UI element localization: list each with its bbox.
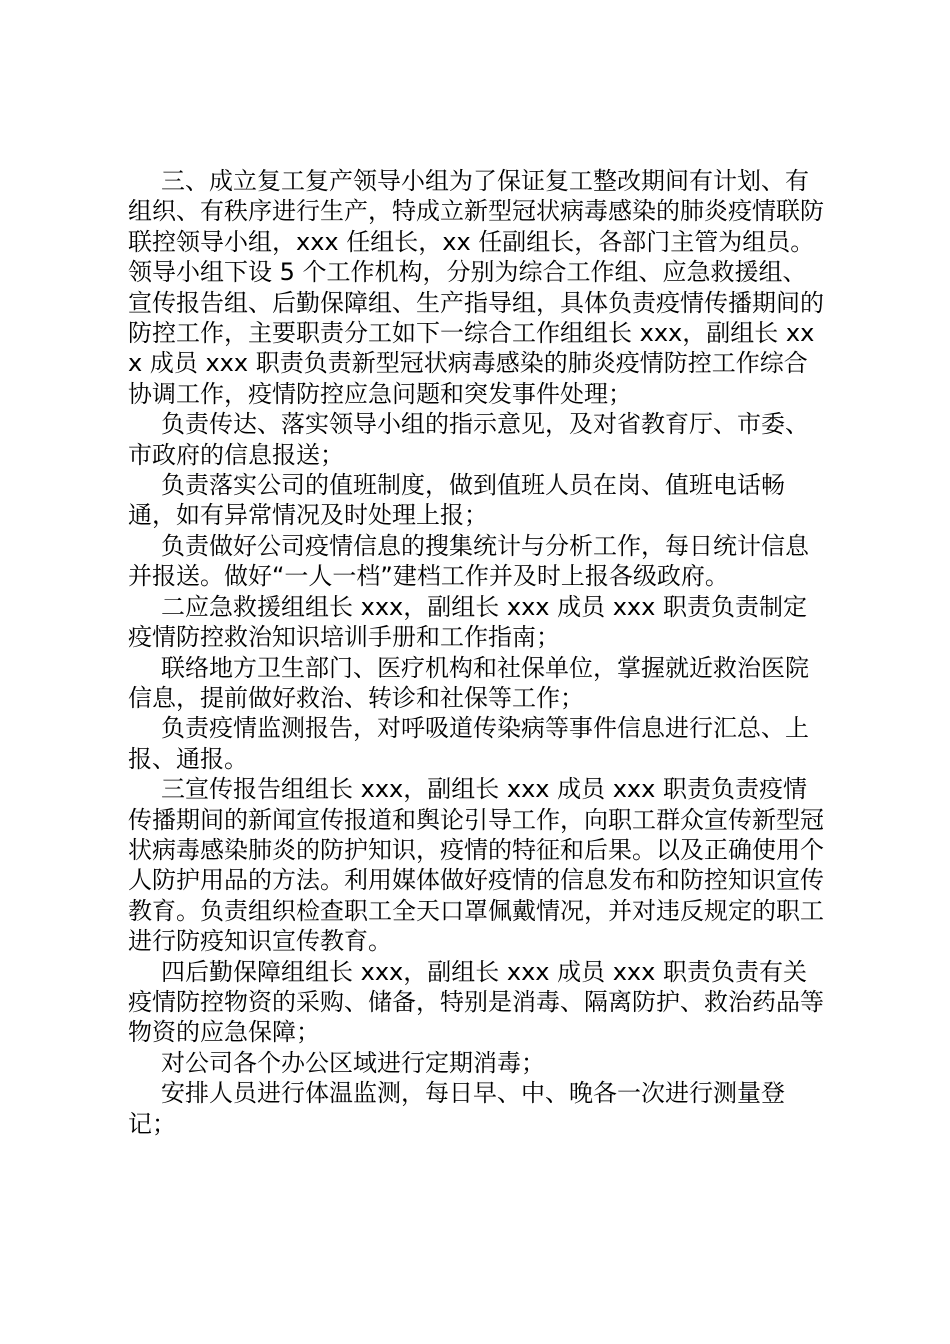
paragraph-temperature-monitoring: 安排人员进行体温监测，每日早、中、晚各一次进行测量登记；	[128, 1079, 785, 1138]
paragraph-info-statistics: 负责做好公司疫情信息的搜集统计与分析工作，每日统计信息并报送。做好“一人一档”建档工作并及时上报各级政府。	[128, 531, 809, 591]
paragraph-health-liaison: 联络地方卫生部门、医疗机构和社保单位，掌握就近救治医院信息，提前做好救治、转诊和社保等工作；	[128, 653, 809, 712]
paragraph-report-instructions: 负责传达、落实领导小组的指示意见，及对省教育厅、市委、市政府的信息报送；	[128, 410, 809, 469]
paragraph-monitoring-report: 负责疫情监测报告，对呼吸道传染病等事件信息进行汇总、上报、通报。	[128, 714, 809, 773]
paragraph-disinfection: 对公司各个办公区域进行定期消毒；	[161, 1048, 545, 1077]
paragraph-leadership-group: 三、成立复工复产领导小组为了保证复工整改期间有计划、有组织、有秩序进行生产，特成立新型冠状病毒感染的肺炎疫情联防联控领导小组，xxx 任组长，xx 任副组长，各部门主管为组员。领导小组下设 5 个工作机构，分别为综合工作组、应急救援组、宣传报告组、后勤保障组、生产指导组，具体负责疫情传播期间的防控工作，主要职责分工如下一综合工作组组长 xxx，副组长 xxx 成员 xxx 职责负责新型冠状病毒感染的肺炎疫情防控工作综合协调工作，疫情防控应急问题和突发事件处理；	[128, 167, 824, 408]
paragraph-logistics-group: 四后勤保障组组长 xxx，副组长 xxx 成员 xxx 职责负责有关疫情防控物资的采购、储备，特别是消毒、隔离防护、救治药品等物资的应急保障；	[128, 957, 824, 1047]
document-body	[128, 166, 828, 1139]
paragraph-emergency-rescue-group: 二应急救援组组长 xxx，副组长 xxx 成员 xxx 职责负责制定疫情防控救治知识培训手册和工作指南；	[128, 592, 807, 652]
paragraph-publicity-group: 三宣传报告组组长 xxx，副组长 xxx 成员 xxx 职责负责疫情传播期间的新闻宣传报道和舆论引导工作，向职工群众宣传新型冠状病毒感染肺炎的防护知识，疫情的特征和后果。以及正确使用个人防护用品的方法。利用媒体做好疫情的信息发布和防控知识宣传教育。负责组织检查职工全天口罩佩戴情况，并对违反规定的职工进行防疫知识宣传教育。	[128, 775, 824, 956]
paragraph-duty-system: 负责落实公司的值班制度，做到值班人员在岗、值班电话畅通，如有异常情况及时处理上报；	[128, 471, 785, 530]
